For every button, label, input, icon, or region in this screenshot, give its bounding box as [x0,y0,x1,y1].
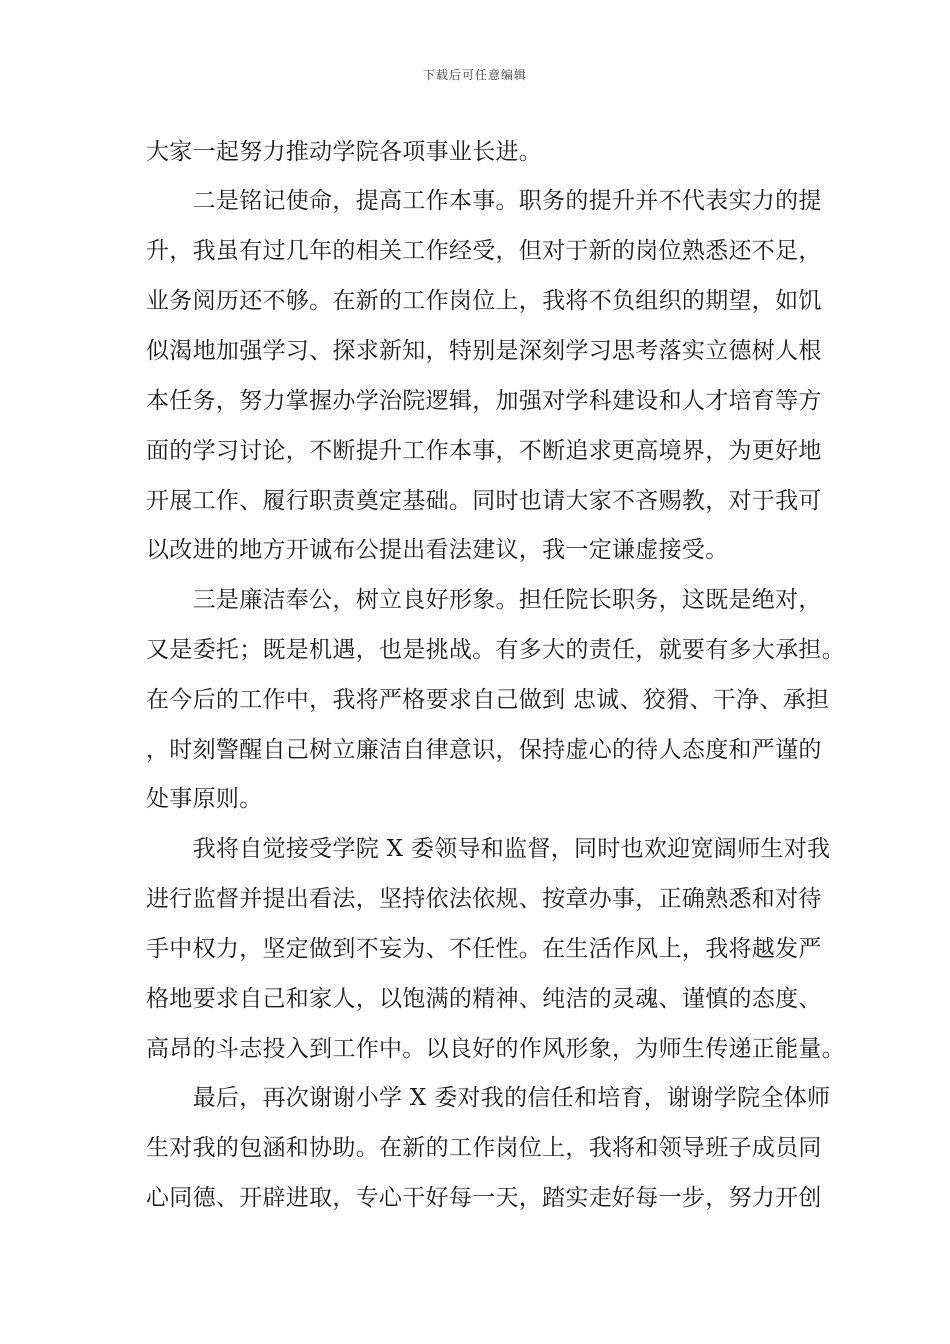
body-line: 又是委托；既是机遇，也是挑战。有多大的责任，就要有多大承担。 [146,637,845,663]
body-line: 在今后的工作中，我将严格要求自己做到 忠诚、狡猾、干净、承担 [146,687,830,713]
body-line: ，时刻警醒自己树立廉洁自律意识，保持虚心的待人态度和严谨的 [146,737,822,763]
body-line: 进行监督并提出看法，坚持依法依规、按章办事，正确熟悉和对待 [146,886,822,912]
body-line: 我将自觉接受学院 X 委领导和监督，同时也欢迎宽阔师生对我 [146,836,831,862]
body-line: 大家一起努力推动学院各项事业长进。 [146,139,543,165]
body-line: 高昂的斗志投入到工作中。以良好的作风形象，为师生传递正能量。 [146,1036,845,1062]
body-line: 面的学习讨论，不断提升工作本事，不断追求更高境界，为更好地 [146,438,822,464]
body-line: 最后，再次谢谢小学 X 委对我的信任和培育，谢谢学院全体师 [146,1085,831,1111]
body-line: 处事原则。 [146,786,263,812]
body-line: 二是铭记使命，提高工作本事。职务的提升并不代表实力的提 [146,188,822,214]
page-header: 下载后可任意编辑 [422,68,527,82]
body-line: 生对我的包涵和协助。在新的工作岗位上，我将和领导班子成员同 [146,1135,822,1161]
body-line: 以改进的地方开诚布公提出看法建议，我一定谦虚接受。 [146,537,729,563]
body-line: 业务阅历还不够。在新的工作岗位上，我将不负组织的期望，如饥 [146,288,822,314]
body-line: 似渴地加强学习、探求新知，特别是深刻学习思考落实立德树人根 [146,338,822,364]
body-line: 升，我虽有过几年的相关工作经受，但对于新的岗位熟悉还不足， [146,238,822,264]
body-line: 本任务，努力掌握办学治院逻辑，加强对学科建设和人才培育等方 [146,388,822,414]
body-line: 三是廉洁奉公，树立良好形象。担任院长职务，这既是绝对， [146,587,822,613]
body-line: 格地要求自己和家人，以饱满的精神、纯洁的灵魂、谨慎的态度、 [146,986,822,1012]
body-line: 心同德、开辟进取，专心干好每一天，踏实走好每一步，努力开创 [146,1185,822,1211]
body-line: 开展工作、履行职责奠定基础。同时也请大家不吝赐教，对于我可 [146,488,822,514]
body-line: 手中权力，坚定做到不妄为、不任性。在生活作风上，我将越发严 [146,936,822,962]
